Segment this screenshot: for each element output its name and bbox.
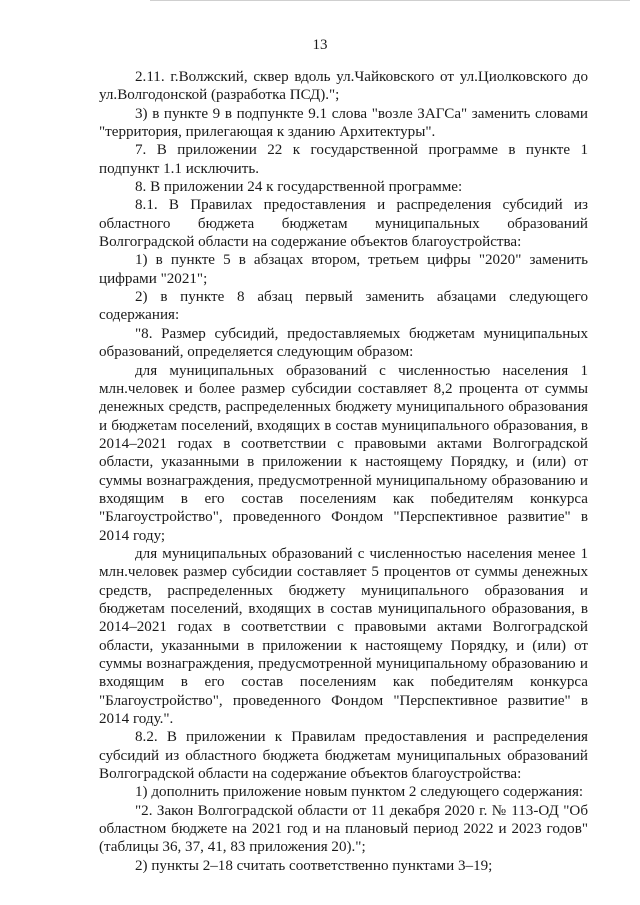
quoted-paragraph-8: "8. Размер субсидий, предоставляемых бюджетам муниципальных образований, определяется следующим образом: [99,325,588,361]
paragraph-2-11: 2.11. г.Волжский, сквер вдоль ул.Чайковского от ул.Циолковского до ул.Волгодонской (разработка ПСД)."; [99,69,588,104]
paragraph-8: 8. В приложении 24 к государственной программе: [135,179,463,196]
paragraph-over-1-million: для муниципальных образований с численностью населения 1 млн.человек и более размер субсидии составляет 8,2 процента от суммы денежных средств, распределенных бюджету муниципального образования и бюджетам поселений, входящих в состав муниципального образования, в 2014–2021 годах в соответствии с правовыми актами Волгоградской области, указанными в приложении к настоящему Порядку, и (или) от суммы вознаграждения, предусмотренной муниципальному образованию и входящим в его состав поселениям как победителям конкурса "Благоустройство", проведенного Фондом "Перспективное развитие" в 2014 году; [99,362,588,544]
scan-top-edge [150,0,630,1]
document-body [99,68,588,875]
quoted-paragraph-2-law: "2. Закон Волгоградской области от 11 декабря 2020 г. № 113-ОД "Об областном бюджете на 2021 год и на плановый период 2022 и 2023 годов" (таблицы 36, 37, 41, 83 приложения 20)."; [99,802,588,856]
paragraph-8-1: 8.1. В Правилах предоставления и распределения субсидий из областного бюджета бюджетам муниципальных образований Волгоградской области на содержание объектов благоустройства: [99,197,588,251]
paragraph-8-2: 8.2. В приложении к Правилам предоставления и распределения субсидий из областного бюджета бюджетам муниципальных образований Волгоградской области на содержание объектов благоустройства: [99,729,588,783]
paragraph-7: 7. В приложении 22 к государственной программе в пункте 1 подпункт 1.1 исключить. [99,142,588,177]
paragraph-8-1-item-1: 1) в пункте 5 в абзацах втором, третьем цифры "2020" заменить цифрами "2021"; [99,252,588,287]
paragraph-8-2-item-2: 2) пункты 2–18 считать соответственно пунктами 3–19; [135,857,493,874]
paragraph-8-2-item-1: 1) дополнить приложение новым пунктом 2 следующего содержания: [135,784,584,801]
page-number: 13 [312,37,328,53]
paragraph-item-3: 3) в пункте 9 в подпункте 9.1 слова "возле ЗАГСа" заменить словами "территория, прилегающая к зданию Архитектуры". [99,105,588,141]
paragraph-8-1-item-2: 2) в пункте 8 абзац первый заменить абзацами следующего содержания: [99,289,588,324]
paragraph-under-1-million: для муниципальных образований с численностью населения менее 1 млн.человек размер субсидии составляет 5 процентов от суммы денежных средств, распределенных бюджету муниципального образования и бюджетам поселений, входящих в состав муниципального образования, в 2014–2021 годах в соответствии с правовыми актами Волгоградской области, указанными в приложении к настоящему Порядку, и (или) от суммы вознаграждения, предусмотренной муниципальному образованию и входящим в его состав поселениям как победителям конкурса "Благоустройство", проведенного Фондом "Перспективное развитие" в 2014 году.". [99,545,588,728]
